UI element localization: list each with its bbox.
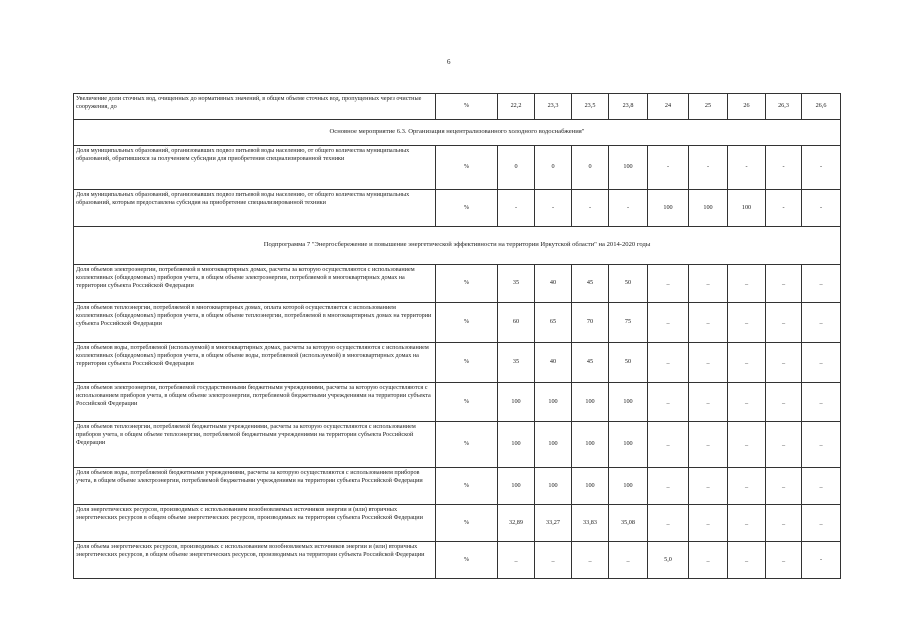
value-cell: 100: [572, 383, 609, 422]
indicator-cell: Доля объемов электроэнергии, потребляемой в многоквартирных домах, расчеты за которую осуществляются с использованием коллективных (общедомовых) приборов учета, в общем объеме электроэнергии, потребляемой в многоквартирных домах на территории субъекта Российской Федерации: [74, 265, 436, 303]
indicator-cell: Доля муниципальных образований, организовавших подвоз питьевой воды населению, от общего количества муниципальных образований, которым предоставлена субсидия на приобретение специализированной техники: [74, 190, 436, 227]
value-cell: _: [648, 505, 689, 542]
value-cell: 0: [535, 146, 572, 190]
value-cell: _: [648, 303, 689, 343]
value-cell: _: [728, 505, 766, 542]
page-number: 6: [447, 58, 451, 66]
value-cell: 5,0: [648, 542, 689, 579]
value-cell: 23,3: [535, 94, 572, 120]
value-cell: _: [535, 542, 572, 579]
value-cell: _: [689, 505, 728, 542]
value-cell: _: [648, 265, 689, 303]
value-cell: _: [648, 468, 689, 505]
value-cell: -: [648, 146, 689, 190]
indicator-cell: Доля муниципальных образований, организовавших подвоз питьевой воды населению, от общего количества муниципальных образований, обратившихся за получением субсидии для приобретения специализированной техники: [74, 146, 436, 190]
value-cell: _: [498, 542, 535, 579]
table-row: [74, 190, 841, 227]
value-cell: _: [802, 505, 841, 542]
value-cell: 22,2: [498, 94, 535, 120]
value-cell: _: [689, 542, 728, 579]
table-row: [74, 422, 841, 468]
indicator-cell: Доля объемов воды, потребляемой бюджетными учреждениями, расчеты за которую осуществляются с использованием приборов учета, в общем объеме электроэнергии, потребляемой бюджетными учреждениями на территории субъекта Российской Федерации: [74, 468, 436, 505]
indicator-cell: Доля объемов электроэнергии, потребляемой государственными бюджетными учреждениями, расчеты за которую осуществляются с использованием приборов учета, в общем объеме электроэнергии, потребляемой бюджетными учреждениями на территории субъекта Российской Федерации: [74, 383, 436, 422]
value-cell: 100: [535, 468, 572, 505]
value-cell: 45: [572, 265, 609, 303]
value-cell: 0: [572, 146, 609, 190]
table-row: [74, 343, 841, 383]
value-cell: _: [766, 422, 802, 468]
indicators-table: [73, 93, 841, 579]
section-row: [74, 120, 841, 146]
value-cell: 26,6: [802, 94, 841, 120]
value-cell: 100: [728, 190, 766, 227]
table-row: [74, 303, 841, 343]
value-cell: 35,08: [609, 505, 648, 542]
value-cell: 65: [535, 303, 572, 343]
value-cell: 0: [498, 146, 535, 190]
unit-cell: %: [436, 422, 498, 468]
value-cell: 25: [689, 94, 728, 120]
unit-cell: %: [436, 343, 498, 383]
value-cell: 33,83: [572, 505, 609, 542]
value-cell: _: [728, 343, 766, 383]
value-cell: 26,3: [766, 94, 802, 120]
value-cell: _: [766, 343, 802, 383]
value-cell: _: [766, 303, 802, 343]
value-cell: -: [802, 542, 841, 579]
value-cell: _: [766, 542, 802, 579]
value-cell: 100: [498, 468, 535, 505]
value-cell: 45: [572, 343, 609, 383]
value-cell: _: [766, 265, 802, 303]
value-cell: _: [802, 422, 841, 468]
unit-cell: %: [436, 146, 498, 190]
table-row: [74, 505, 841, 542]
value-cell: -: [689, 146, 728, 190]
unit-cell: %: [436, 468, 498, 505]
value-cell: 26: [728, 94, 766, 120]
value-cell: -: [802, 146, 841, 190]
indicator-cell: Увеличение доли сточных вод, очищенных до нормативных значений, в общем объеме сточных вод, пропущенных через очистные сооружения, до: [74, 94, 436, 120]
value-cell: _: [766, 383, 802, 422]
value-cell: 24: [648, 94, 689, 120]
unit-cell: %: [436, 94, 498, 120]
indicator-cell: Доля энергетических ресурсов, производимых с использованием возобновляемых источников энергии и (или) вторичных энергетических ресурсов в общем объеме энергетических ресурсов, производимых на территории субъекта Российской Федерации: [74, 505, 436, 542]
value-cell: _: [802, 265, 841, 303]
value-cell: -: [498, 190, 535, 227]
value-cell: _: [728, 542, 766, 579]
value-cell: -: [802, 190, 841, 227]
value-cell: 100: [498, 383, 535, 422]
value-cell: -: [728, 146, 766, 190]
value-cell: _: [802, 343, 841, 383]
value-cell: _: [802, 303, 841, 343]
indicator-cell: Доля объемов теплоэнергии, потребляемой в многоквартирных домах, оплата которой осуществляется с использованием коллективных (общедомовых) приборов учета, в общем объеме теплоэнергии, потребляемой в многоквартирных домах на территории субъекта Российской Федерации: [74, 303, 436, 343]
value-cell: _: [689, 343, 728, 383]
value-cell: 23,8: [609, 94, 648, 120]
unit-cell: %: [436, 505, 498, 542]
value-cell: -: [766, 190, 802, 227]
value-cell: 100: [689, 190, 728, 227]
value-cell: _: [648, 383, 689, 422]
value-cell: _: [648, 343, 689, 383]
unit-cell: %: [436, 265, 498, 303]
value-cell: 100: [609, 422, 648, 468]
value-cell: _: [689, 383, 728, 422]
value-cell: -: [535, 190, 572, 227]
value-cell: 23,5: [572, 94, 609, 120]
value-cell: 70: [572, 303, 609, 343]
value-cell: 100: [535, 383, 572, 422]
table-row: [74, 146, 841, 190]
unit-cell: %: [436, 383, 498, 422]
value-cell: _: [802, 468, 841, 505]
value-cell: _: [766, 505, 802, 542]
value-cell: 100: [609, 146, 648, 190]
indicator-cell: Доля объемов теплоэнергии, потребляемой бюджетными учреждениями, расчеты за которую осуществляются с использованием приборов учета, в общем объеме теплоэнергии, потребляемой бюджетными учреждениями на территории субъекта Российской Федерации: [74, 422, 436, 468]
value-cell: -: [766, 146, 802, 190]
table-row: [74, 542, 841, 579]
value-cell: -: [609, 190, 648, 227]
unit-cell: %: [436, 542, 498, 579]
value-cell: 35: [498, 265, 535, 303]
unit-cell: %: [436, 190, 498, 227]
table-row: [74, 468, 841, 505]
value-cell: 100: [609, 383, 648, 422]
value-cell: 100: [572, 422, 609, 468]
section-title: Подпрограмма 7 "Энергосбережение и повышение энергетической эффективности на территории Иркутской области" на 2014-2020 годы: [74, 227, 841, 265]
value-cell: _: [648, 422, 689, 468]
table-row: [74, 265, 841, 303]
value-cell: _: [609, 542, 648, 579]
value-cell: _: [689, 265, 728, 303]
value-cell: _: [689, 468, 728, 505]
value-cell: _: [689, 303, 728, 343]
value-cell: _: [728, 303, 766, 343]
value-cell: 35: [498, 343, 535, 383]
value-cell: 100: [535, 422, 572, 468]
value-cell: 60: [498, 303, 535, 343]
table-row: [74, 94, 841, 120]
value-cell: 100: [648, 190, 689, 227]
indicator-cell: Доля объемов воды, потребляемой (используемой) в многоквартирных домах, расчеты за которую осуществляются с использованием коллективных (общедомовых) приборов учета, в общем объеме воды, потребляемой (используемой) в многоквартирных домах на территории субъекта Российской Федерации: [74, 343, 436, 383]
value-cell: _: [728, 422, 766, 468]
section-title: Основное мероприятие 6.3. Организация нецентрализованного холодного водоснабжения": [74, 120, 841, 146]
unit-cell: %: [436, 303, 498, 343]
value-cell: 33,27: [535, 505, 572, 542]
value-cell: 100: [609, 468, 648, 505]
value-cell: _: [572, 542, 609, 579]
section-row: [74, 227, 841, 265]
value-cell: 40: [535, 265, 572, 303]
value-cell: 50: [609, 343, 648, 383]
value-cell: _: [689, 422, 728, 468]
value-cell: 32,89: [498, 505, 535, 542]
value-cell: _: [802, 383, 841, 422]
value-cell: 50: [609, 265, 648, 303]
value-cell: 100: [498, 422, 535, 468]
value-cell: 100: [572, 468, 609, 505]
table-row: [74, 383, 841, 422]
value-cell: 40: [535, 343, 572, 383]
indicator-cell: Доля объема энергетических ресурсов, производимых с использованием возобновляемых источников энергии и (или) вторичных энергетических ресурсов, в общем объеме энергетических ресурсов, производимых на территории субъекта Российской Федерации: [74, 542, 436, 579]
value-cell: _: [728, 468, 766, 505]
value-cell: _: [766, 468, 802, 505]
value-cell: _: [728, 265, 766, 303]
value-cell: 75: [609, 303, 648, 343]
value-cell: -: [572, 190, 609, 227]
value-cell: _: [728, 383, 766, 422]
